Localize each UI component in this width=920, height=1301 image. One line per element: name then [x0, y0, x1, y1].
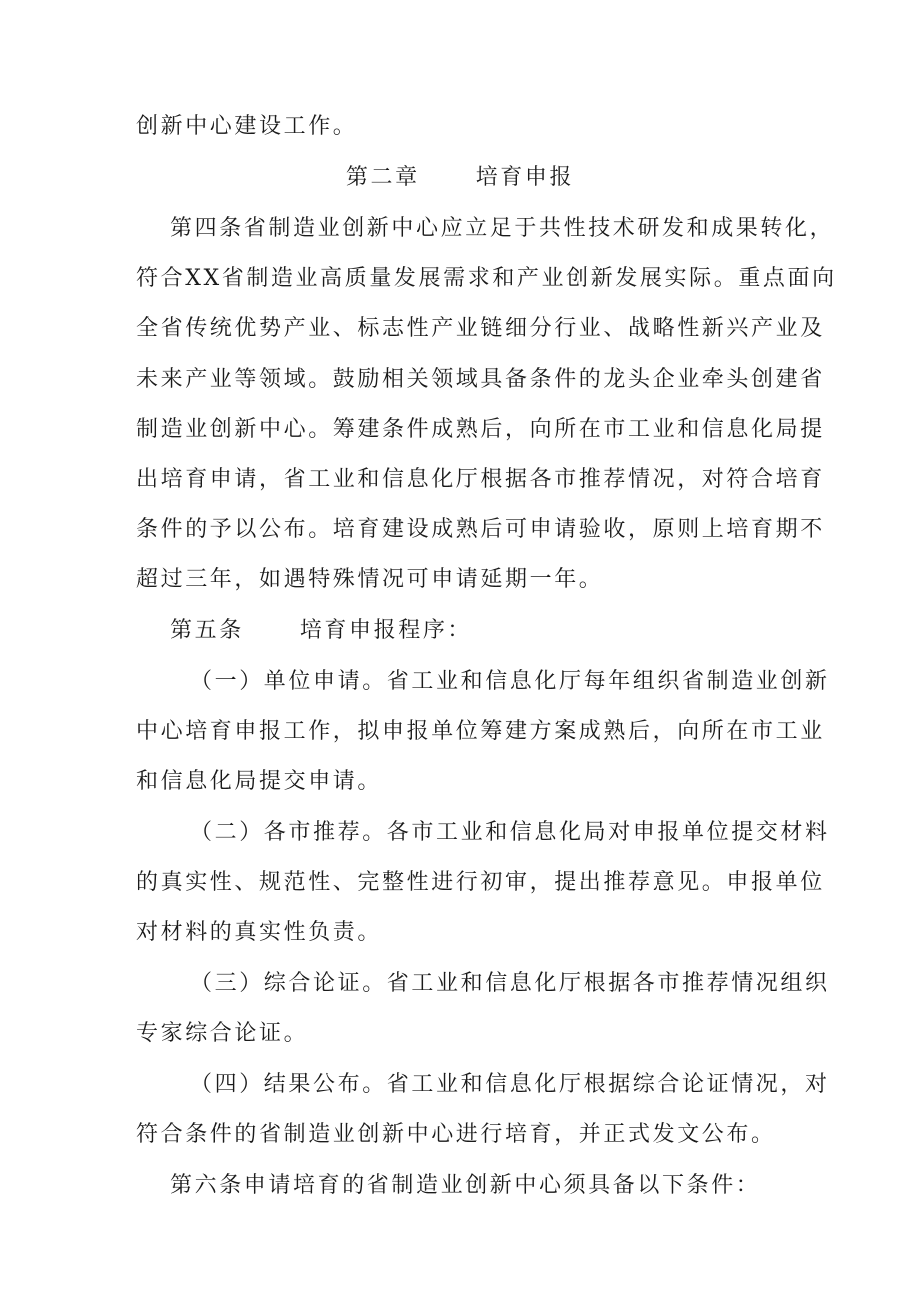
paragraph-line: 符合XX省制造业高质量发展需求和产业创新发展实际。重点面向: [136, 266, 837, 291]
paragraph-line: 第四条省制造业创新中心应立足于共性技术研发和成果转化，: [170, 216, 835, 241]
paragraph-line: 出培育申请，省工业和信息化厅根据各市推荐情况，对符合培育: [136, 467, 825, 492]
paragraph-line: 未来产业等领域。鼓励相关领域具备条件的龙头企业牵头创建省: [136, 367, 825, 392]
article-number: 第五条: [170, 618, 244, 643]
chapter-title: 培育申报: [475, 165, 575, 190]
chapter-heading: [0, 163, 920, 193]
paragraph-line: （三）综合论证。省工业和信息化厅根据各市推荐情况组织: [190, 971, 830, 996]
article-title: 培育申报程序：: [299, 618, 473, 643]
paragraph-line: 制造业创新中心。筹建条件成熟后，向所在市工业和信息化局提: [136, 417, 825, 442]
article-heading: [170, 616, 472, 646]
paragraph-line: 第六条申请培育的省制造业创新中心须具备以下条件：: [170, 1173, 761, 1198]
paragraph-line: （一）单位申请。省工业和信息化厅每年组织省制造业创新: [190, 669, 830, 694]
paragraph-line: 创新中心建设工作。: [136, 114, 358, 139]
chapter-number: 第二章: [345, 165, 420, 190]
paragraph-line: （四）结果公布。省工业和信息化厅根据综合论证情况，对: [190, 1072, 830, 1097]
paragraph-line: 符合条件的省制造业创新中心进行培育，并正式发文公布。: [136, 1122, 776, 1147]
paragraph-line: 对材料的真实性负责。: [136, 920, 383, 945]
paragraph-line: （二）各市推荐。各市工业和信息化局对申报单位提交材料: [190, 820, 830, 845]
paragraph-line: 中心培育申报工作，拟申报单位筹建方案成熟后，向所在市工业: [136, 719, 825, 744]
paragraph-line: 专家综合论证。: [136, 1021, 309, 1046]
paragraph-line: 的真实性、规范性、完整性进行初审，提出推荐意见。申报单位: [136, 870, 825, 895]
paragraph-line: 条件的予以公布。培育建设成熟后可申请验收，原则上培育期不: [136, 517, 825, 542]
paragraph-line: 全省传统优势产业、标志性产业链细分行业、战略性新兴产业及: [136, 316, 825, 341]
paragraph-line: 超过三年，如遇特殊情况可申请延期一年。: [136, 567, 604, 592]
paragraph-line: 和信息化局提交申请。: [136, 769, 383, 794]
